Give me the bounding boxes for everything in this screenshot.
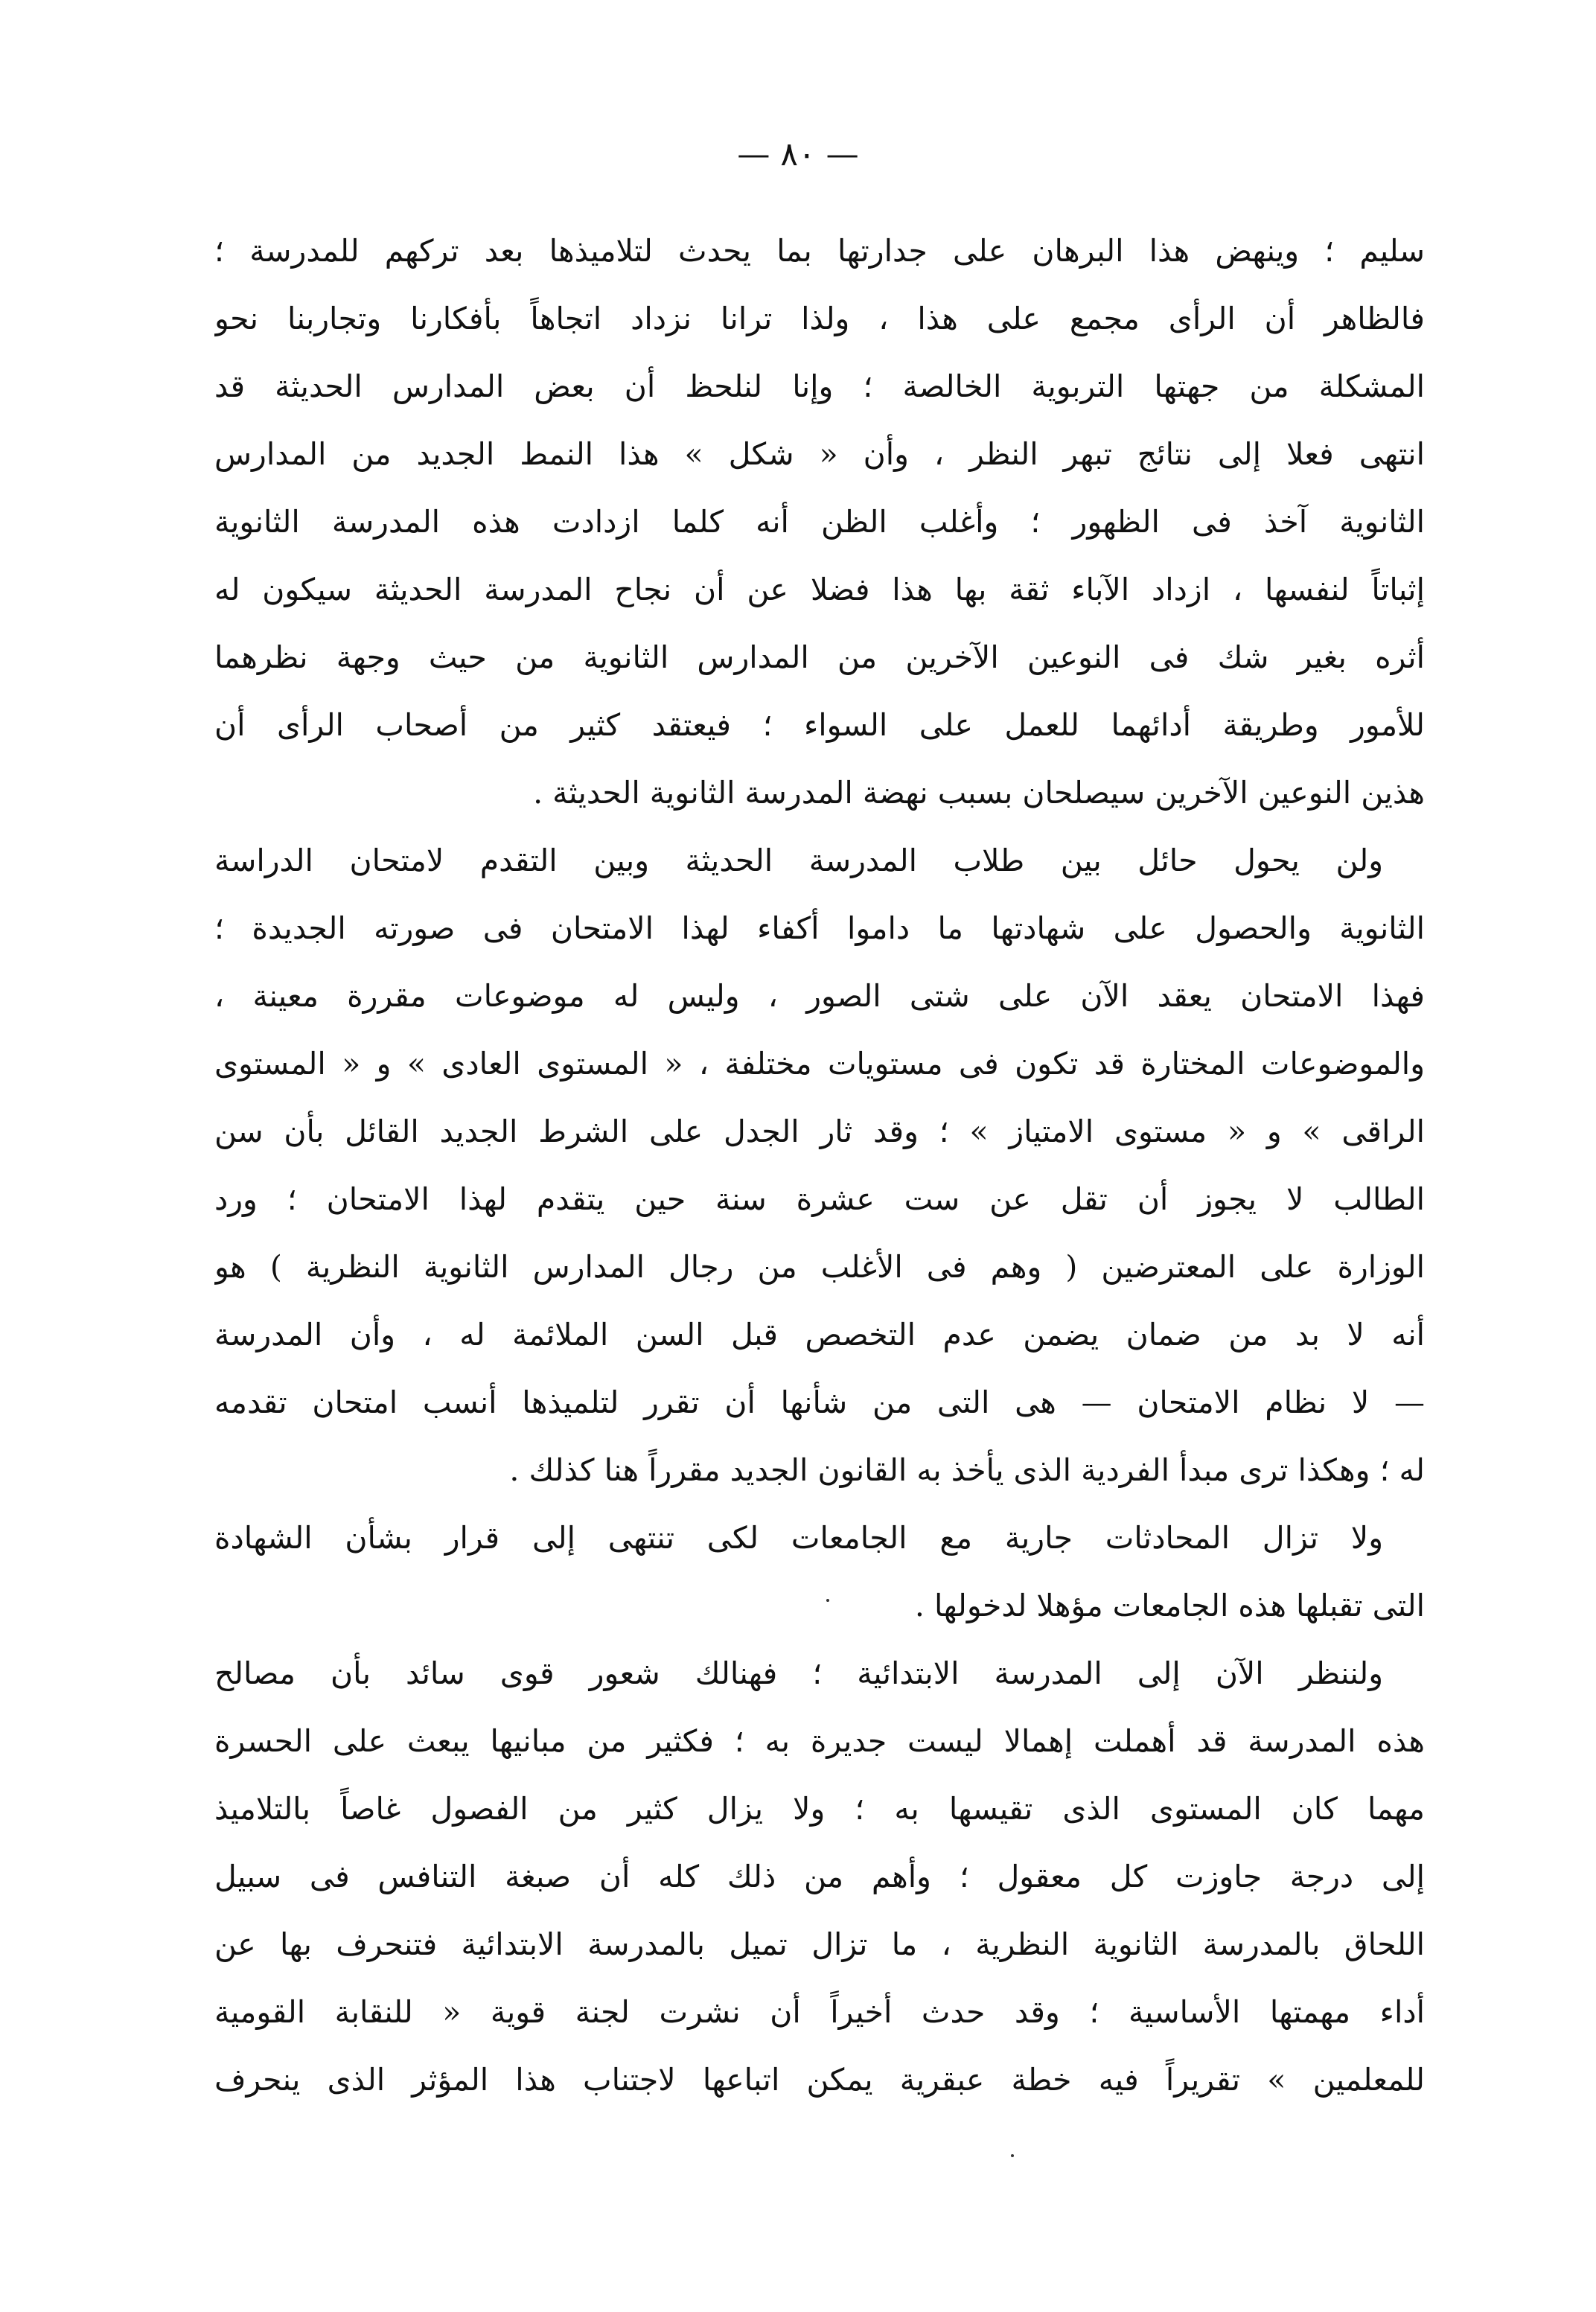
text-line: الثانوية آخذ فى الظهور ؛ وأغلب الظن أنه كلما ازدادت هذه المدرسة الثانوية: [214, 504, 1425, 540]
paragraph-3: [214, 1504, 1425, 1640]
scan-speck: [1011, 2154, 1014, 2157]
text-line: انتهى فعلا إلى نتائج تبهر النظر ، وأن « شكل » هذا النمط الجديد من المدارس: [214, 436, 1425, 472]
text-line: الطالب لا يجوز أن تقل عن ست عشرة سنة حين يتقدم لهذا الامتحان ؛ ورد: [214, 1181, 1425, 1217]
text-line: سليم ؛ وينهض هذا البرهان على جدارتها بما يحدث لتلاميذها بعد تركهم للمدرسة ؛: [214, 233, 1425, 269]
page-number: — ٨٠ —: [737, 135, 859, 173]
text-line: إثباتاً لنفسها ، ازداد الآباء ثقة بها هذا فضلا عن أن نجاح المدرسة الحديثة سيكون له: [214, 572, 1425, 607]
text-line: إلى درجة جاوزت كل معقول ؛ وأهم من ذلك كله أن صبغة التنافس فى سبيل: [214, 1859, 1425, 1894]
paragraph-4: [214, 1640, 1425, 2114]
text-line: للمعلمين » تقريراً فيه خطة عبقرية يمكن اتباعها لاجتناب هذا المؤثر الذى ينحرف: [214, 2062, 1425, 2098]
text-line: هذه المدرسة قد أهملت إهمالا ليست جديرة به ؛ فكثير من مبانيها يبعث على الحسرة: [214, 1723, 1425, 1759]
text-line: — لا نظام الامتحان — هى التى من شأنها أن تقرر لتلميذها أنسب امتحان تقدمه: [214, 1385, 1425, 1420]
text-line: أنه لا بد من ضمان يضمن عدم التخصص قبل السن الملائمة له ، وأن المدرسة: [214, 1317, 1425, 1353]
text-line: أداء مهمتها الأساسية ؛ وقد حدث أخيراً أن نشرت لجنة قوية « للنقابة القومية: [214, 1994, 1425, 2030]
text-line: فهذا الامتحان يعقد الآن على شتى الصور ، وليس له موضوعات مقررة معينة ،: [214, 978, 1425, 1014]
text-line: مهما كان المستوى الذى تقيسها به ؛ ولا يزال كثير من الفصول غاصاً بالتلاميذ: [214, 1791, 1425, 1827]
text-line: أثره بغير شك فى النوعين الآخرين من المدارس الثانوية من حيث وجهة نظرهما: [214, 639, 1425, 675]
text-line: اللحاق بالمدرسة الثانوية النظرية ، ما تزال تميل بالمدرسة الابتدائية فتنحرف بها عن: [214, 1926, 1425, 1962]
text-line: فالظاهر أن الرأى مجمع على هذا ، ولذا ترانا نزداد اتجاهاً بأفكارنا وتجاربنا نحو: [214, 301, 1425, 336]
body-text: [214, 217, 1425, 2114]
text-line: ولا تزال المحادثات جارية مع الجامعات لكى تنتهى إلى قرار بشأن الشهادة: [214, 1520, 1383, 1556]
text-line: ولننظر الآن إلى المدرسة الابتدائية ؛ فهنالك شعور قوى سائد بأن مصالح: [214, 1655, 1383, 1691]
text-line: التى تقبلها هذه الجامعات مؤهلا لدخولها .: [914, 1588, 1425, 1623]
text-line: والموضوعات المختارة قد تكون فى مستويات مختلفة ، « المستوى العادى » و « المستوى: [214, 1046, 1425, 1082]
text-line: الراقى » و « مستوى الامتياز » ؛ وقد ثار الجدل على الشرط الجديد القائل بأن سن: [214, 1114, 1425, 1149]
text-line: للأمور وطريقة أدائهما للعمل على السواء ؛ فيعتقد كثير من أصحاب الرأى أن: [214, 707, 1425, 743]
text-line: له ؛ وهكذا ترى مبدأ الفردية الذى يأخذ به القانون الجديد مقرراً هنا كذلك .: [509, 1452, 1425, 1488]
text-line: الثانوية والحصول على شهادتها ما داموا أكفاء لهذا الامتحان فى صورته الجديدة ؛: [214, 910, 1425, 946]
text-line: هذين النوعين الآخرين سيصلحان بسبب نهضة المدرسة الثانوية الحديثة .: [533, 775, 1425, 811]
paragraph-2: [214, 827, 1425, 1504]
paragraph-1: [214, 217, 1425, 827]
text-line: الوزارة على المعترضين ( وهم فى الأغلب من رجال المدارس الثانوية النظرية ) هو: [214, 1249, 1425, 1285]
text-line: ولن يحول حائل بين طلاب المدرسة الحديثة وبين التقدم لامتحان الدراسة: [214, 843, 1383, 878]
text-line: المشكلة من جهتها التربوية الخالصة ؛ وإنا لنلحظ أن بعض المدارس الحديثة قد: [214, 368, 1425, 404]
scan-speck: [826, 1599, 829, 1602]
